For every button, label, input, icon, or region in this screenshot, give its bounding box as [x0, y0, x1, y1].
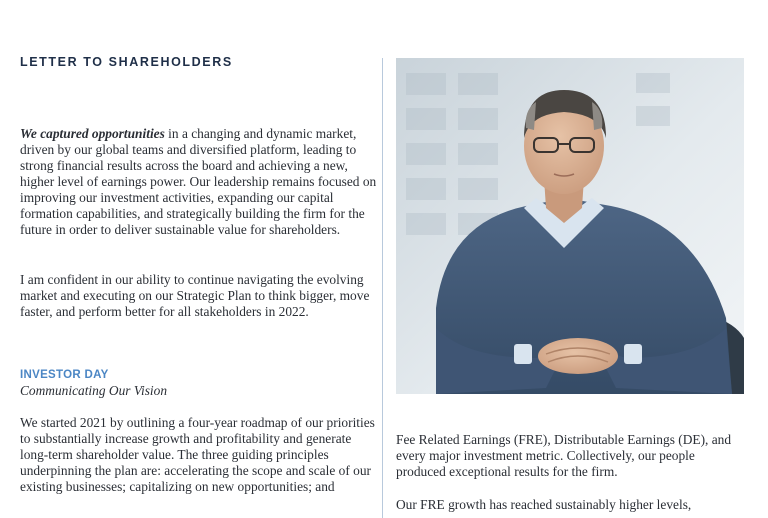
page-heading: LETTER TO SHAREHOLDERS [20, 55, 233, 69]
confidence-paragraph: I am confident in our ability to continue navigating the evolving market and executing on our Strategic Plan to think bigger, move faster, and perform better for all stakeholders in 2022. [20, 272, 370, 319]
intro-paragraph [20, 126, 378, 238]
section-label-investor-day: INVESTOR DAY [20, 369, 109, 381]
portrait-illustration [396, 58, 744, 394]
intro-body-text: in a changing and dynamic market, driven by our global teams and diversified platform, leading to strong financial results across the board and achieving a new, higher level of earnings power. Our leadership remains focused on improving our investment activities, expanding our capital formation capabilities, and strategically building the firm for the future in order to deliver sustainable value for shareholders. [20, 126, 377, 237]
roadmap-paragraph: We started 2021 by outlining a four-year roadmap of our priorities to substantially increase growth and profitability and generate long-term shareholder value. The three guiding principles underpinning the plan are: accelerating the scope and scale of our existing businesses; capitalizing on new opportunities; and [20, 415, 375, 494]
intro-lead-text: We captured opportunities [20, 126, 165, 141]
column-divider [382, 58, 383, 518]
earnings-paragraph: Fee Related Earnings (FRE), Distributable Earnings (DE), and every major investment metric. Collectively, our people produced exceptional results for the firm. [396, 432, 732, 479]
executive-portrait [396, 58, 744, 394]
section-subtitle: Communicating Our Vision [20, 383, 168, 398]
fre-growth-paragraph: Our FRE growth has reached sustainably higher levels, [396, 497, 692, 512]
